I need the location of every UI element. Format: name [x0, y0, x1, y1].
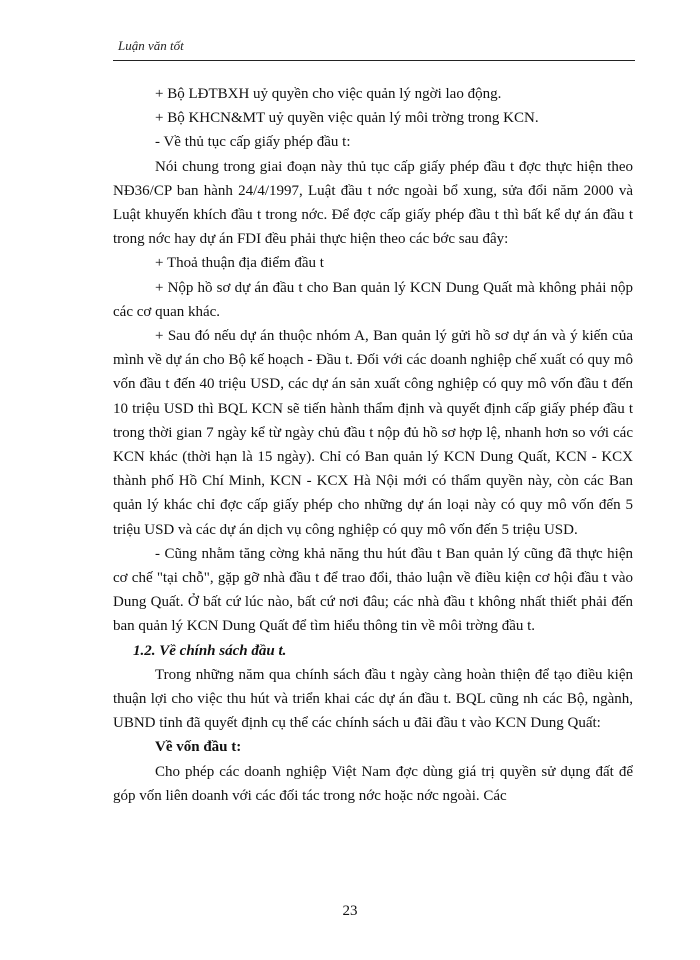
paragraph-khcn: + Bộ KHCN&MT uỷ quyền việc quản lý môi trờng trong KCN. [155, 110, 539, 127]
subheading-capital: Về vốn đầu t: [155, 739, 242, 756]
paragraph-land-use-capital: Cho phép các doanh nghiệp Việt Nam đợc dùng giá trị quyền sử dụng đất để góp vốn liên doanh với các đối tác trong nớc hoặc nớc ngoài. Các [113, 763, 633, 804]
page-body [113, 82, 633, 808]
paragraph-on-site-mechanism: - Cũng nhằm tăng cờng khả năng thu hút đầu t Ban quản lý cũng đã thực hiện cơ chế "tại chỗ", gặp gỡ nhà đầu t để trao đổi, thảo luận về điều kiện cơ hội đầu t vào Dung Quất. Ở bất cứ lúc nào, bất cứ nơi đâu; các nhà đầu t không nhất thiết phải đến ban quản lý KCN Dung Quất để tìm hiểu thông tin về môi trờng đầu t. [113, 545, 633, 635]
paragraph-location-agreement: + Thoả thuận địa điểm đầu t [155, 255, 324, 272]
page-number: 23 [342, 903, 358, 919]
paragraph-submit-dossier: + Nộp hồ sơ dự án đầu t cho Ban quản lý KCN Dung Quất mà không phải nộp các cơ quan khác. [113, 279, 633, 320]
paragraph-licensing-procedure: - Về thủ tục cấp giấy phép đầu t: [155, 134, 351, 151]
paragraph-group-a: + Sau đó nếu dự án thuộc nhóm A, Ban quản lý gửi hồ sơ dự án và ý kiến của mình về dự án cho Bộ kế hoạch - Đầu t. Đối với các doanh nghiệp chế xuất có quy mô vốn đầu t đến 40 triệu USD, các dự án sản xuất công nghiệp có quy mô vốn đầu t đến 10 triệu USD thì BQL KCN sẽ tiến hành thẩm định và quyết định cấp giấy phép đầu t trong thời gian 7 ngày kể từ ngày chủ đầu t nộp đủ hồ sơ hợp lệ, nhanh hơn so với các KCN khác (thời hạn là 15 ngày). Chỉ có Ban quản lý KCN Dung Quất, KCN - KCX thành phố Hồ Chí Minh, KCN - KCX Hà Nội mới có thẩm quyền này, còn các Ban quản lý khác chỉ đợc cấp giấy phép cho những dự án loại này có quy mô vốn đến 5 triệu USD và các dự án dịch vụ công nghiệp có quy mô vốn đến 5 triệu USD. [113, 328, 633, 538]
paragraph-licensing-overview: Nói chung trong giai đoạn này thủ tục cấp giấy phép đầu t đợc thực hiện theo NĐ36/CP ban hành 24/4/1997, Luật đầu t nớc ngoài bổ xung, sửa đổi năm 2000 và Luật khuyến khích đầu t trong nớc. Để đợc cấp giấy phép đầu t thì bất kể dự án đầu t trong nớc hay dự án FDI đều phải thực hiện theo các bớc sau đây: [113, 158, 633, 248]
paragraph-investment-policy: Trong những năm qua chính sách đầu t ngày càng hoàn thiện để tạo điều kiện thuận lợi cho việc thu hút và triển khai các dự án đầu t. BQL cũng nh các Bộ, ngành, UBND tỉnh đã quyết định cụ thể các chính sách u đãi đầu t vào KCN Dung Quất: [113, 666, 633, 732]
header-divider [113, 60, 635, 61]
section-heading: 1.2. Về chính sách đầu t. [133, 642, 287, 659]
paragraph-ldtbxh: + Bộ LĐTBXH uỷ quyền cho việc quản lý ngời lao động. [155, 86, 502, 102]
running-header: Luận văn tốt [118, 38, 184, 53]
